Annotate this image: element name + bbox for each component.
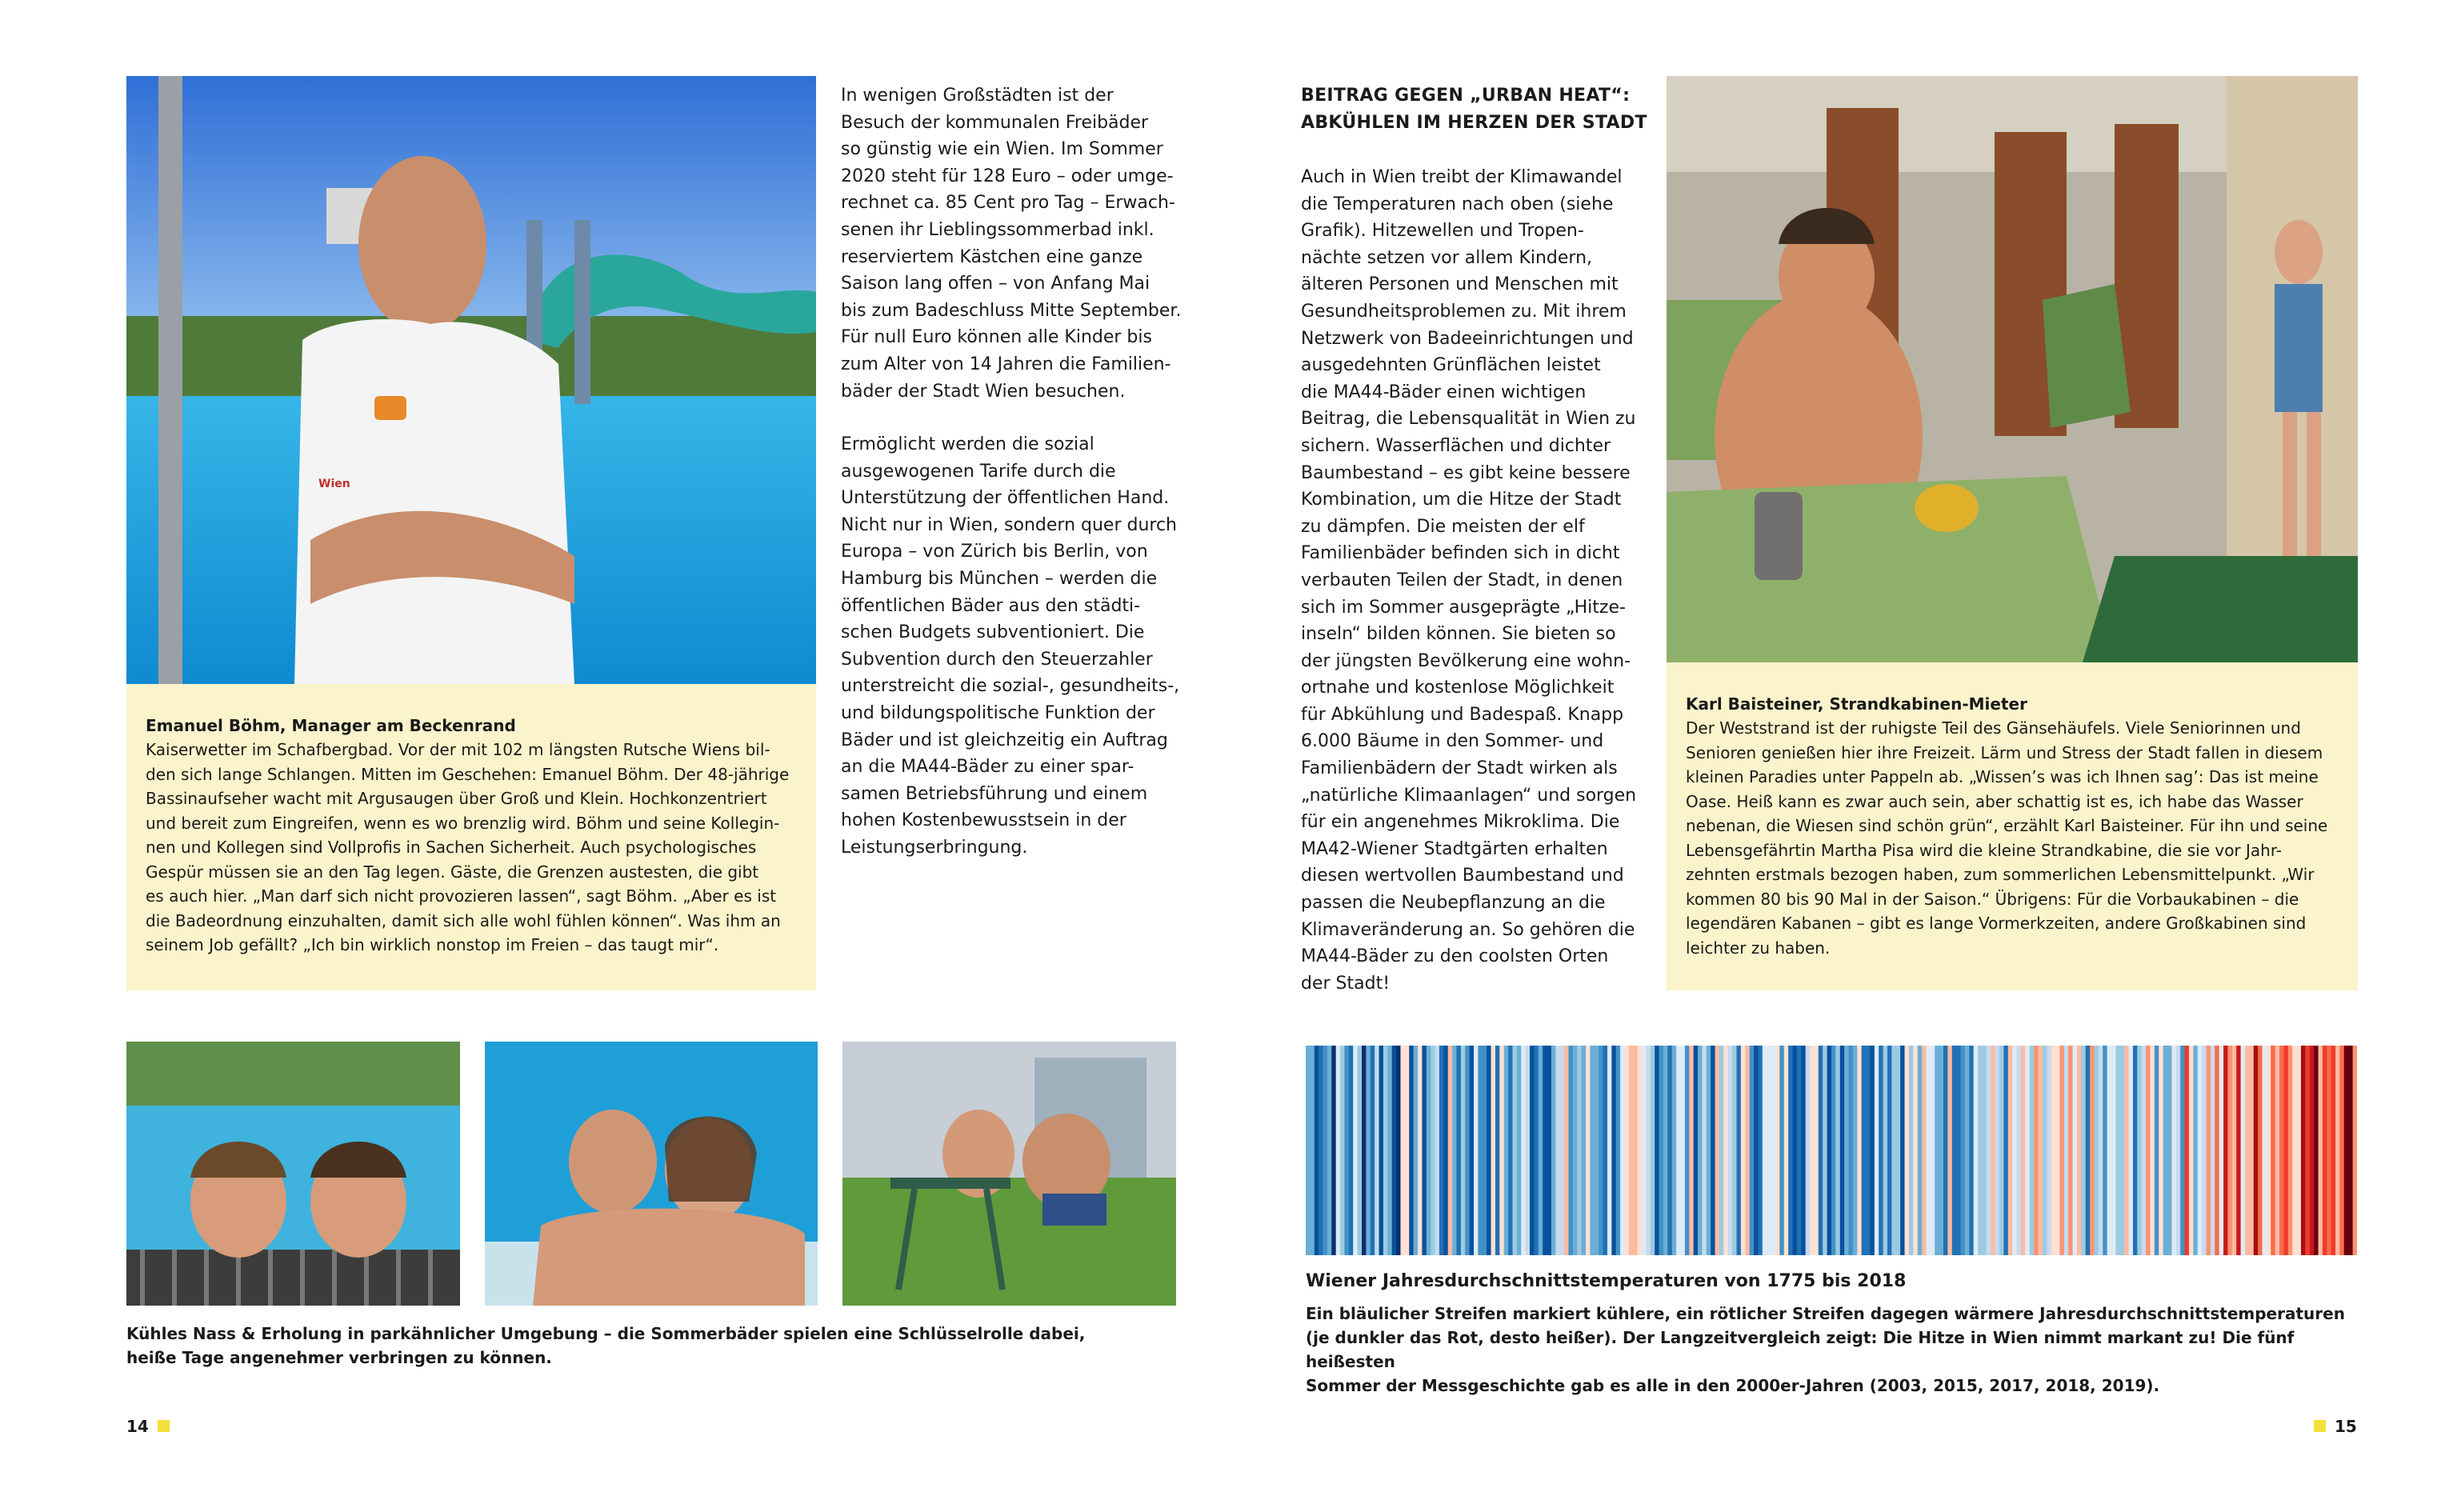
stripe-1920 — [1931, 1046, 1935, 1255]
stripe-1883 — [1771, 1046, 1776, 1255]
stripe-1822 — [1508, 1046, 1513, 1255]
stripe-1954 — [2077, 1046, 2082, 1255]
stripe-1807 — [1443, 1046, 1448, 1255]
stripe-1968 — [2137, 1046, 2142, 1255]
stripe-1911 — [1891, 1046, 1896, 1255]
stripe-1877 — [1745, 1046, 1750, 1255]
stripe-1982 — [2198, 1046, 2203, 1255]
stripe-2002 — [2283, 1046, 2288, 1255]
stripe-1815 — [1478, 1046, 1483, 1255]
stripe-1933 — [1987, 1046, 1991, 1255]
stripe-1808 — [1448, 1046, 1453, 1255]
article-title: BEITRAG GEGEN „URBAN HEAT“: ABKÜHLEN IM HERZEN DER STADT — [1301, 86, 1647, 133]
stripe-1893 — [1814, 1046, 1819, 1255]
stripes-caption-title: Wiener Jahresdurchschnittstemperaturen von 1775 bis 2018 — [1306, 1271, 1907, 1291]
stripe-1930 — [1974, 1046, 1979, 1255]
cabin-caption-text: Der Weststrand ist der ruhigste Teil des Gänsehäufels. Viele Seniorinnen und Senioren genießen hier ihre Freizeit. Lärm und Stress der Stadt fallen in diesem kleinen Paradies unter Pappeln ab. „Wissen’s was ich Ihnen sag’: Das ist meine Oase. Heiß kann es zwar auch sein, aber schattig ist es, ich habe das Wasser nebenan, die Wiesen sind schön grün“, erzählt Karl Baisteiner. Für ihn und seine Lebensgefährtin Martha Pisa wird die kleine Strandkabine, die sie vor Jahr- zehnten erstmals bezogen haben, zum sommerlichen Lebensmittelpunkt. „Wir kommen 80 bis 90 Mal in der Saison.“ Übrigens: Für die Vorbaukabinen – die legendären Kabanen – gibt es lange Vormerkzeiten, andere Großkabinen sind leichter zu haben. — [1686, 718, 2328, 958]
stripe-1999 — [2271, 1046, 2275, 1255]
stripe-1810 — [1456, 1046, 1461, 1255]
stripe-1962 — [2111, 1046, 2116, 1255]
stripe-2015 — [2339, 1046, 2344, 1255]
stripe-1936 — [1999, 1046, 2004, 1255]
stripe-1850 — [1629, 1046, 1634, 1255]
stripe-2004 — [2292, 1046, 2297, 1255]
stripe-1825 — [1521, 1046, 1526, 1255]
stripe-1890 — [1801, 1046, 1806, 1255]
stripe-1939 — [2012, 1046, 2017, 1255]
stripe-1863 — [1685, 1046, 1690, 1255]
stripe-1803 — [1427, 1046, 1431, 1255]
stripe-1823 — [1512, 1046, 1517, 1255]
stripe-2012 — [2327, 1046, 2331, 1255]
stripe-1953 — [2073, 1046, 2078, 1255]
stripe-1985 — [2211, 1046, 2215, 1255]
stripe-1784 — [1344, 1046, 1349, 1255]
stripe-1906 — [1870, 1046, 1875, 1255]
stripe-1967 — [2133, 1046, 2138, 1255]
stripe-1916 — [1913, 1046, 1918, 1255]
stripe-1979 — [2185, 1046, 2190, 1255]
stripe-1986 — [2215, 1046, 2219, 1255]
stripe-1817 — [1487, 1046, 1491, 1255]
stripe-1868 — [1707, 1046, 1711, 1255]
column-paragraph-2: Ermöglicht werden die sozial ausgewogenen Tarife durch die Unterstützung der öffentlichen Hand. Nicht nur in Wien, sondern quer durch Europa – von Zürich bis Berlin, von Hamburg bis München – werden die öffentlichen Bäder aus den städti- schen Budgets subventioniert. Die Subvention durch den Steuerzahler unterstreicht die sozial-, gesundheits-, und bildungspolitische Funktion der Bäder und ist gleichzeitig ein Auftrag an die MA44-Bäder zu einer spar- samen Betriebsführung und einem hohen Kostenbewusstsein in der Leistungserbringung. — [841, 434, 1180, 858]
stripe-1942 — [2025, 1046, 2030, 1255]
stripe-2000 — [2275, 1046, 2280, 1255]
stripe-1970 — [2146, 1046, 2151, 1255]
stripe-1777 — [1315, 1046, 1319, 1255]
stripe-1884 — [1775, 1046, 1780, 1255]
stripe-1867 — [1702, 1046, 1707, 1255]
stripe-1924 — [1947, 1046, 1952, 1255]
stripe-1866 — [1698, 1046, 1703, 1255]
stripe-1789 — [1366, 1046, 1371, 1255]
stripe-1848 — [1620, 1046, 1625, 1255]
stripe-1908 — [1879, 1046, 1883, 1255]
stripe-1783 — [1340, 1046, 1345, 1255]
stripe-1994 — [2249, 1046, 2254, 1255]
stripe-1828 — [1534, 1046, 1539, 1255]
stripe-1853 — [1642, 1046, 1647, 1255]
stripe-2006 — [2301, 1046, 2306, 1255]
couple-pool-photo — [485, 1042, 818, 1306]
stripe-1794 — [1387, 1046, 1392, 1255]
stripe-1965 — [2124, 1046, 2129, 1255]
stripe-1975 — [2167, 1046, 2172, 1255]
stripe-1845 — [1607, 1046, 1612, 1255]
stripe-1780 — [1327, 1046, 1332, 1255]
stripe-1879 — [1754, 1046, 1759, 1255]
stripe-1778 — [1319, 1046, 1323, 1255]
stripe-1981 — [2193, 1046, 2198, 1255]
stripe-1931 — [1978, 1046, 1983, 1255]
stripe-2018 — [2353, 1046, 2357, 1255]
stripe-1858 — [1663, 1046, 1668, 1255]
stripe-1839 — [1582, 1046, 1587, 1255]
lifeguard-caption-title: Emanuel Böhm, Manager am Beckenrand — [146, 716, 516, 735]
stripe-1905 — [1866, 1046, 1871, 1255]
stripe-1876 — [1741, 1046, 1746, 1255]
stripe-1843 — [1599, 1046, 1603, 1255]
stripe-1977 — [2176, 1046, 2181, 1255]
stripe-1887 — [1788, 1046, 1793, 1255]
lifeguard-photo — [126, 76, 816, 684]
article-text: Auch in Wien treibt der Klimawandel die Temperaturen nach oben (siehe Grafik). Hitzewellen und Tropen- nächte setzen vor allem Kindern, älteren Personen und Menschen mit Gesundheitsproblemen zu. Mit ihrem Netzwerk von Badeeinrichtungen und ausgedehnten Grünflächen leistet die MA44-Bäder einen wichtigen Beitrag, die Lebensqualität in Wien zu sichern. Wasserflächen und dichter Baumbestand – es gibt keine bessere Kombination, um die Hitze der Stadt zu dämpfen. Die meisten der elf Familienbäder befinden sich in dicht verbauten Teilen der Stadt, in denen sich im Sommer ausgeprägte „Hitze- inseln“ bilden können. Sie bieten so der jüngsten Bevölkerung eine wohn- ortnahe und kostenlose Möglichkeit für Abkühlung und Badespaß. Knapp 6.000 Bäume in den Sommer- und Familienbädern der Stadt wirken als „natürliche Klimaanlagen“ und sorgen für ein angenehmes Mikroklima. Die MA42-Wiener Stadtgärten erhalten diesen wertvollen Baumbestand und passen die Neubepflanzung an die Klimaveränderung an. So gehören die MA44-Bäder zu den coolsten Orten der Stadt! — [1301, 167, 1637, 994]
stripe-1786 — [1353, 1046, 1358, 1255]
cabin-photo — [1667, 76, 2358, 662]
stripe-1976 — [2171, 1046, 2176, 1255]
stripe-1806 — [1439, 1046, 1444, 1255]
stripe-1872 — [1723, 1046, 1728, 1255]
page-number-left: 14 — [126, 1417, 149, 1436]
stripe-1802 — [1422, 1046, 1427, 1255]
stripe-1899 — [1840, 1046, 1845, 1255]
stripe-1904 — [1862, 1046, 1867, 1255]
page-marker-right — [2314, 1420, 2326, 1432]
stripe-1897 — [1831, 1046, 1836, 1255]
stripe-1907 — [1875, 1046, 1879, 1255]
stripe-1973 — [2159, 1046, 2163, 1255]
stripe-1776 — [1310, 1046, 1315, 1255]
stripe-1972 — [2155, 1046, 2159, 1255]
stripe-1945 — [2038, 1046, 2043, 1255]
stripe-1909 — [1883, 1046, 1888, 1255]
cabin-caption-title: Karl Baisteiner, Strandkabinen-Mieter — [1686, 694, 2027, 714]
stripe-1812 — [1465, 1046, 1470, 1255]
stripe-2014 — [2335, 1046, 2340, 1255]
stripe-1961 — [2107, 1046, 2112, 1255]
stripe-1984 — [2207, 1046, 2211, 1255]
stripe-1871 — [1719, 1046, 1724, 1255]
stripe-1787 — [1358, 1046, 1363, 1255]
stripe-1960 — [2103, 1046, 2107, 1255]
stripe-1834 — [1560, 1046, 1565, 1255]
stripe-1915 — [1909, 1046, 1914, 1255]
stripe-1860 — [1672, 1046, 1677, 1255]
stripe-1952 — [2068, 1046, 2073, 1255]
stripe-1829 — [1539, 1046, 1543, 1255]
stripe-1937 — [2003, 1046, 2008, 1255]
stripe-1919 — [1926, 1046, 1931, 1255]
stripe-1885 — [1779, 1046, 1784, 1255]
stripe-1842 — [1595, 1046, 1599, 1255]
stripe-1827 — [1530, 1046, 1535, 1255]
stripe-1857 — [1659, 1046, 1664, 1255]
stripe-1819 — [1495, 1046, 1500, 1255]
stripe-1795 — [1392, 1046, 1397, 1255]
stripe-1796 — [1396, 1046, 1401, 1255]
stripe-1912 — [1896, 1046, 1901, 1255]
stripe-1824 — [1517, 1046, 1522, 1255]
stripe-1938 — [2008, 1046, 2013, 1255]
stripe-1782 — [1336, 1046, 1341, 1255]
stripe-1901 — [1849, 1046, 1854, 1255]
stripe-1949 — [2055, 1046, 2060, 1255]
stripe-1836 — [1569, 1046, 1574, 1255]
stripe-1932 — [1982, 1046, 1987, 1255]
warming-stripes-svg — [1306, 1046, 2357, 1255]
stripe-2005 — [2297, 1046, 2302, 1255]
stripe-1964 — [2120, 1046, 2125, 1255]
stripe-1971 — [2151, 1046, 2155, 1255]
stripe-1801 — [1418, 1046, 1423, 1255]
stripe-1894 — [1819, 1046, 1823, 1255]
stripe-1946 — [2043, 1046, 2047, 1255]
stripe-1775 — [1306, 1046, 1311, 1255]
stripe-1988 — [2223, 1046, 2228, 1255]
stripe-1888 — [1793, 1046, 1798, 1255]
stripe-1951 — [2064, 1046, 2069, 1255]
stripe-1947 — [2047, 1046, 2051, 1255]
stripe-1913 — [1900, 1046, 1905, 1255]
page-marker-left — [158, 1420, 170, 1432]
column-paragraph-1: In wenigen Großstädten ist der Besuch der kommunalen Freibäder so günstig wie ein Wien. Im Sommer 2020 steht für 128 Euro – oder umge- rechnet ca. 85 Cent pro Tag – Erwach- senen ihr Lieblingssommerbad inkl. reserviertem Kästchen eine ganze Saison lang offen – von Anfang Mai bis zum Badeschluss Mitte September. Für null Euro können alle Kinder bis zum Alter von 14 Jahren die Familien- bäder der Stadt Wien besuchen. — [841, 86, 1182, 402]
stripe-1978 — [2180, 1046, 2185, 1255]
stripe-2008 — [2310, 1046, 2315, 1255]
stripe-2001 — [2279, 1046, 2284, 1255]
stripe-1832 — [1551, 1046, 1556, 1255]
stripe-1928 — [1965, 1046, 1970, 1255]
stripe-1821 — [1504, 1046, 1509, 1255]
stripe-1956 — [2086, 1046, 2091, 1255]
stripe-1980 — [2189, 1046, 2194, 1255]
men-lawn-photo — [842, 1042, 1176, 1306]
shirt-logo: Wien — [318, 478, 350, 490]
stripe-1779 — [1323, 1046, 1328, 1255]
stripe-1797 — [1400, 1046, 1405, 1255]
stripe-1889 — [1797, 1046, 1802, 1255]
stripe-1792 — [1379, 1046, 1384, 1255]
stripe-1886 — [1784, 1046, 1789, 1255]
stripe-1993 — [2245, 1046, 2250, 1255]
stripe-1903 — [1857, 1046, 1862, 1255]
stripe-1987 — [2219, 1046, 2224, 1255]
stripe-1854 — [1646, 1046, 1651, 1255]
girls-pool-photo — [126, 1042, 460, 1306]
stripe-1934 — [1991, 1046, 1995, 1255]
stripe-2010 — [2319, 1046, 2323, 1255]
stripe-1895 — [1823, 1046, 1827, 1255]
stripe-1875 — [1737, 1046, 1742, 1255]
stripe-1995 — [2254, 1046, 2259, 1255]
stripe-1898 — [1835, 1046, 1840, 1255]
stripe-1943 — [2030, 1046, 2035, 1255]
stripe-1840 — [1586, 1046, 1591, 1255]
stripe-1798 — [1405, 1046, 1410, 1255]
stripe-1955 — [2081, 1046, 2086, 1255]
stripe-1809 — [1452, 1046, 1457, 1255]
stripe-1814 — [1474, 1046, 1479, 1255]
stripe-1944 — [2034, 1046, 2039, 1255]
stripe-1804 — [1431, 1046, 1435, 1255]
stripe-1785 — [1349, 1046, 1354, 1255]
stripe-2009 — [2314, 1046, 2319, 1255]
stripe-1837 — [1573, 1046, 1578, 1255]
stripe-1856 — [1655, 1046, 1659, 1255]
stripe-1849 — [1625, 1046, 1630, 1255]
stripe-1923 — [1943, 1046, 1948, 1255]
stripe-1958 — [2095, 1046, 2099, 1255]
stripe-1996 — [2258, 1046, 2263, 1255]
stripe-1902 — [1853, 1046, 1858, 1255]
stripe-1838 — [1577, 1046, 1582, 1255]
stripe-1793 — [1383, 1046, 1388, 1255]
stripe-1811 — [1461, 1046, 1466, 1255]
stripe-1874 — [1732, 1046, 1737, 1255]
stripe-1781 — [1331, 1046, 1336, 1255]
stripe-1963 — [2115, 1046, 2120, 1255]
stripe-1831 — [1547, 1046, 1552, 1255]
stripe-1830 — [1543, 1046, 1547, 1255]
stripe-1927 — [1961, 1046, 1966, 1255]
stripe-1892 — [1810, 1046, 1815, 1255]
stripe-1813 — [1470, 1046, 1475, 1255]
stripe-2013 — [2331, 1046, 2336, 1255]
stripe-1873 — [1728, 1046, 1733, 1255]
lifeguard-caption-box — [126, 684, 816, 990]
stripe-1859 — [1667, 1046, 1672, 1255]
cabin-caption-box — [1667, 662, 2358, 990]
stripe-1882 — [1767, 1046, 1771, 1255]
lifeguard-caption-text: Kaiserwetter im Schafbergbad. Vor der mit 102 m längsten Rutsche Wiens bil- den sich lange Schlangen. Mitten im Geschehen: Emanuel Böhm. Der 48-jährige Bassinaufseher wacht mit Argusaugen über Groß und Klein. Hochkonzentriert und bereit zum Eingreifen, wenn es wo brenzlig wird. Böhm und seine Kollegin- nen und Kollegen sind Vollprofis in Sachen Sicherheit. Auch psychologisches Gespür müssen sie an den Tag legen. Gäste, die Grenzen austesten, die gibt es auch hier. „Man darf sich nicht provozieren lassen“, sagt Böhm. „Aber es ist die Badeordnung einzuhalten, damit sich alle wohl fühlen können“. Was ihm an seinem Job gefällt? „Ich bin wirklich nonstop im Freien – das taugt mir“. — [146, 740, 790, 954]
stripe-1852 — [1638, 1046, 1643, 1255]
stripe-1941 — [2021, 1046, 2026, 1255]
stripe-1820 — [1499, 1046, 1504, 1255]
stripe-1864 — [1689, 1046, 1694, 1255]
stripe-1880 — [1758, 1046, 1763, 1255]
stripe-2017 — [2348, 1046, 2353, 1255]
stripe-1805 — [1435, 1046, 1440, 1255]
stripe-1921 — [1935, 1046, 1939, 1255]
stripe-1790 — [1371, 1046, 1375, 1255]
stripe-1841 — [1590, 1046, 1595, 1255]
stripe-1974 — [2163, 1046, 2168, 1255]
stripe-1910 — [1887, 1046, 1892, 1255]
stripe-1855 — [1651, 1046, 1655, 1255]
stripe-1816 — [1483, 1046, 1487, 1255]
stripe-1935 — [1995, 1046, 2000, 1255]
stripe-1926 — [1956, 1046, 1961, 1255]
stripe-1950 — [2059, 1046, 2064, 1255]
stripe-1869 — [1711, 1046, 1715, 1255]
stripe-1922 — [1939, 1046, 1944, 1255]
stripe-1833 — [1555, 1046, 1560, 1255]
stripes-caption-text: Ein bläulicher Streifen markiert kühlere, ein rötlicher Streifen dagegen wärmere Jahresdurchschnittstemperaturen (je dunkler das Rot, desto heißer). Der Langzeitvergleich zeigt: Die Hitze in Wien nimmt markant zu! Die fünf heißesten Sommer der Messgeschichte gab es alle in den 2000er-Jahren (2003, 2015, 2017, 2018, 2019). — [1306, 1304, 2345, 1395]
stripe-1818 — [1491, 1046, 1496, 1255]
stripe-1992 — [2241, 1046, 2246, 1255]
stripe-1957 — [2090, 1046, 2095, 1255]
stripe-1940 — [2017, 1046, 2022, 1255]
left-bottom-caption: Kühles Nass & Erholung in parkähnlicher Umgebung – die Sommerbäder spielen eine Schlüsselrolle dabei, heiße Tage angenehmer verbringen zu können. — [126, 1324, 1086, 1367]
stripe-1826 — [1526, 1046, 1531, 1255]
stripe-2011 — [2323, 1046, 2327, 1255]
stripe-1896 — [1827, 1046, 1832, 1255]
stripe-2016 — [2344, 1046, 2349, 1255]
stripe-1847 — [1616, 1046, 1621, 1255]
stripe-1929 — [1969, 1046, 1974, 1255]
stripe-1844 — [1603, 1046, 1608, 1255]
stripe-1881 — [1763, 1046, 1767, 1255]
stripe-1891 — [1806, 1046, 1811, 1255]
stripe-1969 — [2142, 1046, 2147, 1255]
stripe-1799 — [1409, 1046, 1414, 1255]
stripe-1851 — [1633, 1046, 1638, 1255]
stripe-1862 — [1681, 1046, 1686, 1255]
stripe-1914 — [1905, 1046, 1910, 1255]
stripe-1870 — [1715, 1046, 1720, 1255]
stripe-1878 — [1750, 1046, 1755, 1255]
stripe-1800 — [1414, 1046, 1419, 1255]
stripe-1989 — [2227, 1046, 2232, 1255]
stripe-2003 — [2288, 1046, 2293, 1255]
stripe-1900 — [1844, 1046, 1849, 1255]
stripe-1925 — [1952, 1046, 1957, 1255]
stripe-1997 — [2263, 1046, 2267, 1255]
stripe-1918 — [1922, 1046, 1927, 1255]
stripe-1966 — [2129, 1046, 2134, 1255]
stripe-1865 — [1694, 1046, 1699, 1255]
stripe-1861 — [1676, 1046, 1681, 1255]
stripe-1998 — [2267, 1046, 2271, 1255]
stripe-1948 — [2051, 1046, 2056, 1255]
stripe-2007 — [2305, 1046, 2310, 1255]
stripe-1991 — [2236, 1046, 2241, 1255]
stripe-1917 — [1918, 1046, 1923, 1255]
stripe-1835 — [1564, 1046, 1569, 1255]
stripe-1788 — [1362, 1046, 1367, 1255]
stripe-1959 — [2099, 1046, 2103, 1255]
stripe-1983 — [2202, 1046, 2207, 1255]
page-number-right: 15 — [2335, 1417, 2357, 1436]
stripe-1791 — [1375, 1046, 1379, 1255]
warming-stripes-chart — [1306, 1046, 2357, 1255]
stripe-1990 — [2232, 1046, 2237, 1255]
stripe-1846 — [1611, 1046, 1616, 1255]
